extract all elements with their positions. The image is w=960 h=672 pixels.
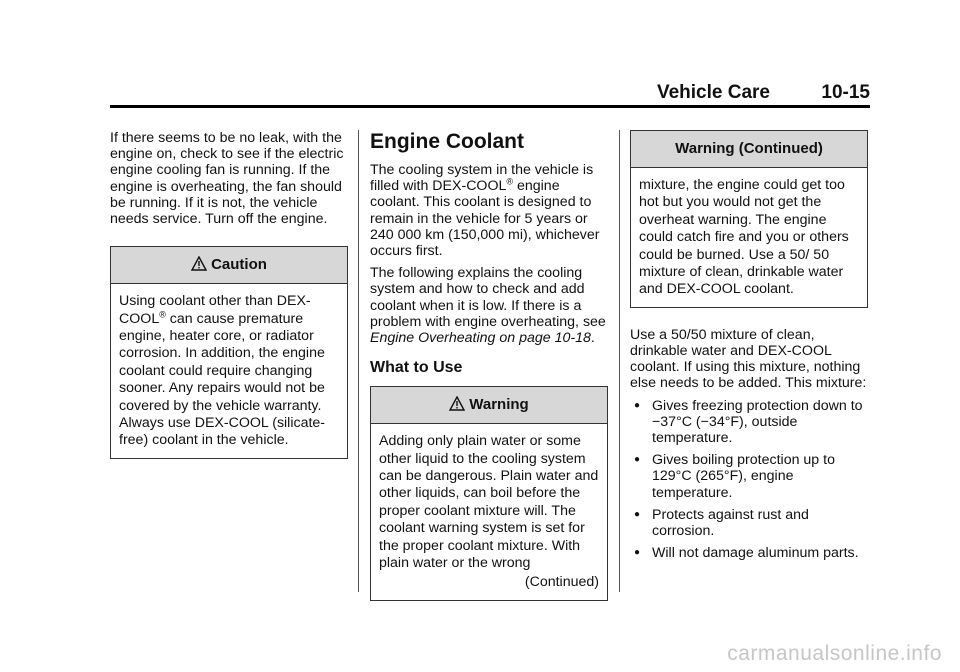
warning-body bbox=[371, 424, 607, 600]
warning-title: Warning bbox=[469, 396, 529, 414]
list-item-text: Will not damage aluminum parts. bbox=[652, 545, 859, 562]
warning-triangle-icon bbox=[449, 396, 465, 411]
column-2 bbox=[370, 130, 608, 601]
list-item-text: Protects against rust and corrosion. bbox=[652, 506, 809, 540]
continued-label: (Continued) bbox=[524, 574, 599, 591]
cooling-system-paragraph bbox=[370, 265, 608, 346]
caution-header bbox=[111, 247, 347, 284]
list-item-text: Gives boiling protection up to 129°C (265°F), engine temperature. bbox=[652, 452, 835, 501]
page-number: 10-15 bbox=[821, 82, 870, 103]
list-item bbox=[630, 452, 868, 501]
caution-box bbox=[110, 246, 348, 459]
warning-continued-header: Warning (Continued) bbox=[631, 131, 867, 168]
column-3 bbox=[630, 130, 868, 567]
cooling-system-text: The following explains the cooling system and how to check and add coolant when it is low. If there is a problem with engine overheating, see bbox=[370, 265, 606, 330]
warning-continued-box bbox=[630, 130, 868, 308]
column-divider-1 bbox=[358, 130, 359, 592]
list-item bbox=[630, 398, 868, 447]
caution-text-part-1: Using coolant other than DEX-COOL bbox=[119, 293, 311, 327]
warning-continued-body bbox=[631, 168, 867, 307]
column-1 bbox=[110, 130, 348, 459]
leak-check-paragraph: If there seems to be no leak, with the engine on, check to see if the electric engine cooling fan is running. If the engine is overheating, the fan should be running. If it is not, the vehicle needs service. Turn off the engine. bbox=[110, 130, 344, 228]
warning-header bbox=[371, 387, 607, 424]
caution-body bbox=[111, 284, 347, 458]
column-divider-2 bbox=[619, 130, 620, 592]
caution-text bbox=[119, 293, 339, 450]
coolant-intro-part-1: The cooling system in the vehicle is filled with DEX-COOL bbox=[370, 162, 594, 195]
what-to-use-heading: What to Use bbox=[370, 359, 463, 377]
caution-title: Caution bbox=[211, 256, 267, 274]
mixture-benefits-list bbox=[630, 398, 868, 562]
section-title: Vehicle Care bbox=[656, 82, 770, 103]
coolant-intro-part-2: engine coolant. This coolant is designed to remain in the vehicle for 5 years or 240 000 km (150,000 mi), whichever occurs first. bbox=[370, 178, 600, 260]
warning-text: Adding only plain water or some other liquid to the cooling system can be dangerous. Plain water and other liquids, can boil before the proper coolant mixture will. The coolant warning system is set for the proper coolant mixture. With plain water or the wrong bbox=[379, 433, 599, 572]
list-item bbox=[630, 507, 868, 539]
list-item-text: Gives freezing protection down to −37°C (−34°F), outside temperature. bbox=[652, 397, 863, 447]
bullet-icon: ● bbox=[634, 508, 641, 520]
list-item bbox=[630, 545, 868, 561]
mixture-paragraph: Use a 50/50 mixture of clean, drinkable water and DEX-COOL coolant. If using this mixture, nothing else needs to be added. This mixture: bbox=[630, 326, 867, 392]
warning-continued-text: mixture, the engine could get too hot but you would not get the overheat warning. The engine could catch fire and you or others could be burned. Use a 50/ 50 mixture of clean, drinkable water and DEX-COOL coolant. bbox=[639, 177, 849, 298]
coolant-intro-paragraph bbox=[370, 162, 608, 259]
caution-triangle-icon bbox=[191, 256, 207, 271]
period: . bbox=[590, 330, 595, 347]
registered-mark: ® bbox=[159, 308, 166, 319]
page-header bbox=[110, 82, 870, 104]
bullet-icon: ● bbox=[634, 399, 641, 411]
caution-text-part-2: can cause premature engine, heater core, or radiator corrosion. In addition, the engine coolant could require changing sooner. Any repairs would not be covered by the vehicle warranty. Always use DEX-COOL (silicate-free) coolant in the vehicle. bbox=[119, 310, 326, 449]
engine-coolant-heading: Engine Coolant bbox=[370, 130, 524, 153]
overheating-reference-link[interactable]: Engine Overheating on page 10-18 bbox=[370, 330, 591, 347]
warning-box bbox=[370, 386, 608, 601]
bullet-icon: ● bbox=[634, 454, 641, 466]
registered-mark: ® bbox=[506, 176, 514, 187]
bullet-icon: ● bbox=[634, 547, 641, 559]
header-rule bbox=[110, 105, 870, 108]
watermark: carmanualsonline.info bbox=[727, 642, 942, 665]
